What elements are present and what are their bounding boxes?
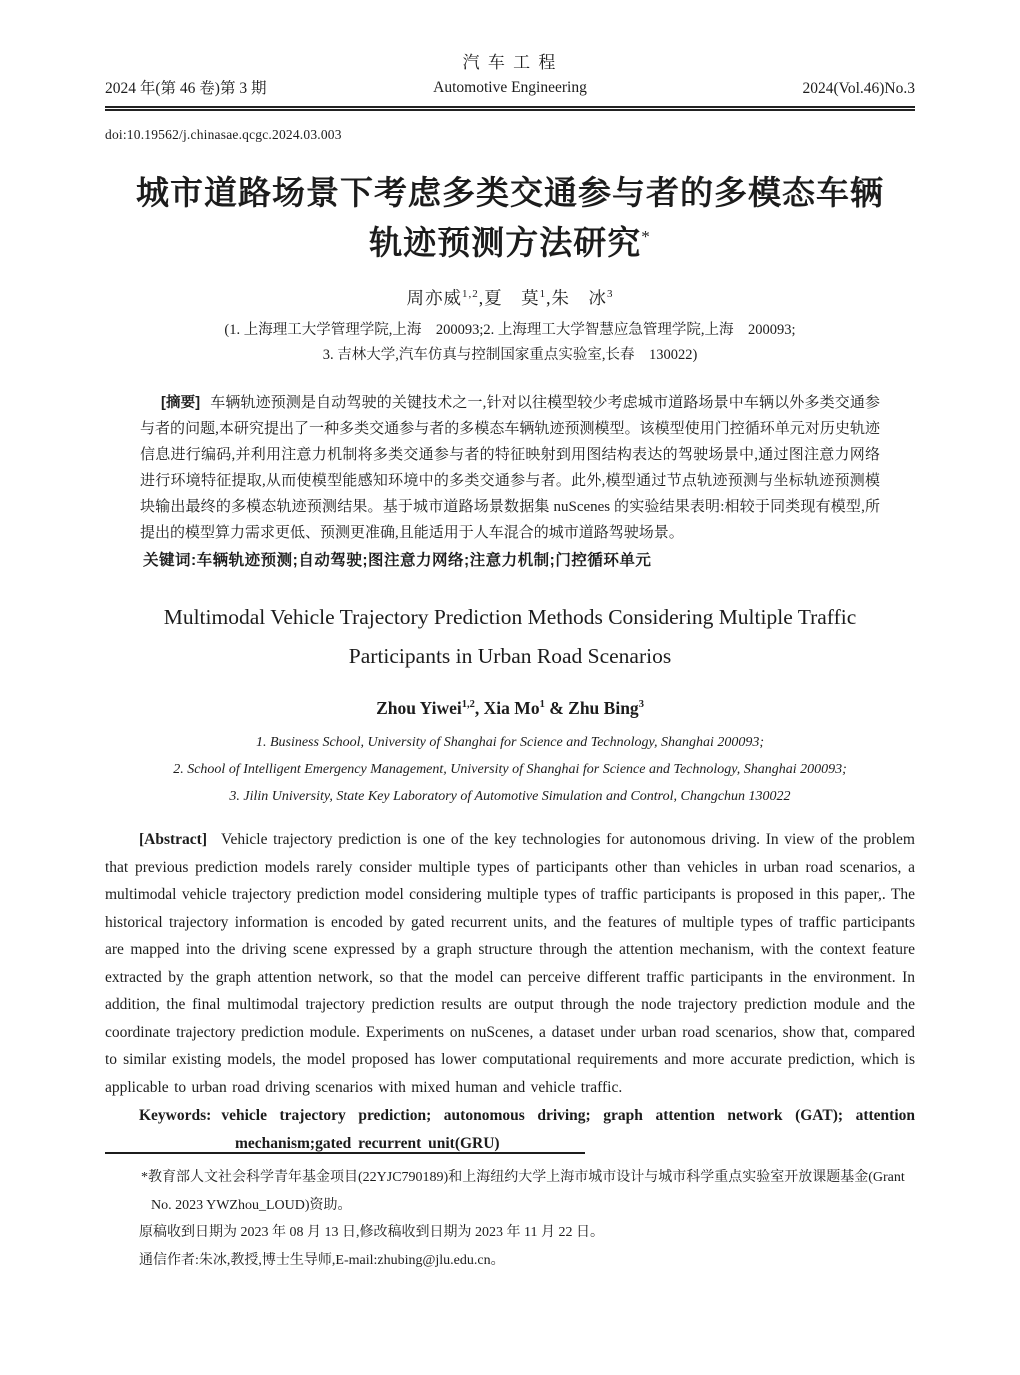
article-title-cn — [105, 169, 915, 269]
author-en-1-affil-sup: 1,2 — [461, 699, 475, 711]
abstract-cn — [140, 390, 880, 546]
author-en-2-affil-sup: 1 — [539, 699, 545, 711]
affiliations-cn — [105, 318, 915, 368]
author-cn-1-affil-sup: 1,2 — [462, 288, 479, 301]
author-ampersand: & — [544, 698, 569, 718]
abstract-cn-text: 车辆轨迹预测是自动驾驶的关键技术之一,针对以往模型较少考虑城市道路场景中车辆以外多类交通参与者的问题,本研究提出了一种多类交通参与者的多模态车辆轨迹预测模型。该模型使用门控循环单元对历史轨迹信息进行编码,并利用注意力机制将多类交通参与者的特征映射到用图结构表达的驾驶场景中,通过图注意力网络进行环境特征提取,从而使模型能感知环境中的多类交通参与者。此外,模型通过节点轨迹预测与坐标轨迹预测模块输出最终的多模态轨迹预测结果。基于城市道路场景数据集 nuScenes 的实验结果表明:相较于同类现有模型,所提出的模型算力需求更低、预测更准确,且能适用于人车混合的城市道路驾驶场景。 — [140, 395, 880, 541]
affiliation-en-line1: 1. Business School, University of Shanghai for Science and Technology, Shanghai 200093; — [255, 735, 765, 750]
journal-masthead — [345, 50, 675, 100]
keywords-en-text: vehicle trajectory prediction; autonomous driving; graph attention network (GAT); attention mechanism;gated recurrent unit(GRU) — [221, 1107, 915, 1152]
issue-info-cn: 2024 年(第 46 卷)第 3 期 — [105, 80, 267, 97]
abstract-en — [105, 826, 915, 1101]
title-cn-line1: 城市道路场景下考虑多类交通参与者的多模态车辆 — [136, 176, 884, 212]
journal-title-en: Automotive Engineering — [433, 79, 587, 96]
keywords-cn — [143, 548, 880, 574]
title-footnote-mark: * — [641, 227, 651, 246]
author-en-3: Zhu Bing$^3$ — [568, 698, 644, 718]
title-cn-line2: 轨迹预测方法研究 — [369, 226, 642, 262]
abstract-en-text: Vehicle trajectory prediction is one of the key technologies for autonomous driving. In view of the problem that previous prediction models rarely consider multiple types of participants other than vehicles in urban road scenarios, a multimodal vehicle trajectory prediction model considering multiple types of traffic participants is proposed in this paper,. The historical trajectory information is encoded by gated recurrent units, and the features of multiple types of traffic participants are mapped into the driving scene expressed by a graph structure through the attention mechanism, with the context feature extracted by the graph attention network, so that the model can perceive different traffic participants in the environment. In addition, the final multimodal trajectory prediction results are output through the node trajectory prediction module and the coordinate trajectory prediction module. Experiments on nuScenes, a dataset under urban road scenarios, show that, compared to similar existing models, the model proposed has lower computational requirements and more accurate prediction, which is applicable to urban road driving scenarios with mixed human and vehicle traffic. — [105, 831, 915, 1096]
affiliation-cn-line1: (1. 上海理工大学管理学院,上海 200093;2. 上海理工大学智慧应急管理学院,上海 200093; — [224, 322, 796, 338]
author-en-1: Zhou Yiwei$^{1,2}$ — [376, 698, 475, 718]
author-en-3-affil-sup: 3 — [638, 699, 644, 711]
affiliations-en — [105, 729, 915, 810]
author-cn-3-affil-sup: 3 — [607, 288, 614, 301]
affiliation-en-line3: 3. Jilin University, State Key Laboratory of Automotive Simulation and Control, Changchun 130022 — [229, 789, 791, 804]
authors-cn — [105, 285, 915, 310]
author-cn-2-affil-sup: 1 — [539, 288, 547, 301]
keywords-en — [105, 1102, 915, 1158]
author-separator: , — [478, 288, 485, 308]
article-title-en: Multimodal Vehicle Trajectory Prediction Methods Considering Multiple Traffic Participants in Urban Road Scenarios — [163, 605, 857, 668]
affiliation-en-line2: 2. School of Intelligent Emergency Management, University of Shanghai for Science and Technology, Shanghai 200093; — [173, 762, 847, 777]
author-en-2: Xia Mo$^1$ — [483, 698, 545, 718]
author-separator: , — [546, 288, 552, 308]
keywords-en-label: Keywords: — [139, 1107, 212, 1124]
affiliation-cn-line2: 3. 吉林大学,汽车仿真与控制国家重点实验室,长春 130022) — [322, 347, 698, 363]
issue-info-en: 2024(Vol.46)No.3 — [802, 80, 915, 97]
footnote — [105, 1152, 915, 1274]
footnote-rule — [105, 1152, 585, 1154]
authors-en — [105, 698, 915, 719]
footnote-received-date: 原稿收到日期为 2023 年 08 月 13 日,修改稿收到日期为 2023 年 11 月 22 日。 — [139, 1225, 604, 1240]
author-cn-2: 夏 莫$^1$ — [484, 288, 547, 308]
author-cn-1: 周亦威$^{1,2}$ — [406, 288, 479, 308]
footnote-corresponding-author: 通信作者:朱冰,教授,博士生导师,E-mail:zhubing@jlu.edu.cn。 — [139, 1252, 505, 1268]
author-separator: , — [474, 698, 484, 718]
abstract-en-label: [Abstract] — [139, 831, 208, 848]
keywords-cn-text: 车辆轨迹预测;自动驾驶;图注意力网络;注意力机制;门控循环单元 — [196, 552, 652, 569]
footnote-funding: *教育部人文社会科学青年基金项目(22YJC790189)和上海纽约大学上海市城市设计与城市科学重点实验室开放课题基金(Grant No. 2023 YWZhou_LOUD)资助。 — [141, 1170, 905, 1213]
journal-header — [105, 50, 915, 111]
doi: doi:10.19562/j.chinasae.qcgc.2024.03.003 — [105, 127, 342, 142]
keywords-cn-label: 关键词: — [143, 552, 197, 569]
author-cn-3: 朱 冰$^3$ — [551, 288, 614, 308]
journal-title-cn: 汽 车 工 程 — [462, 53, 558, 72]
abstract-cn-label: [摘要] — [161, 395, 201, 411]
